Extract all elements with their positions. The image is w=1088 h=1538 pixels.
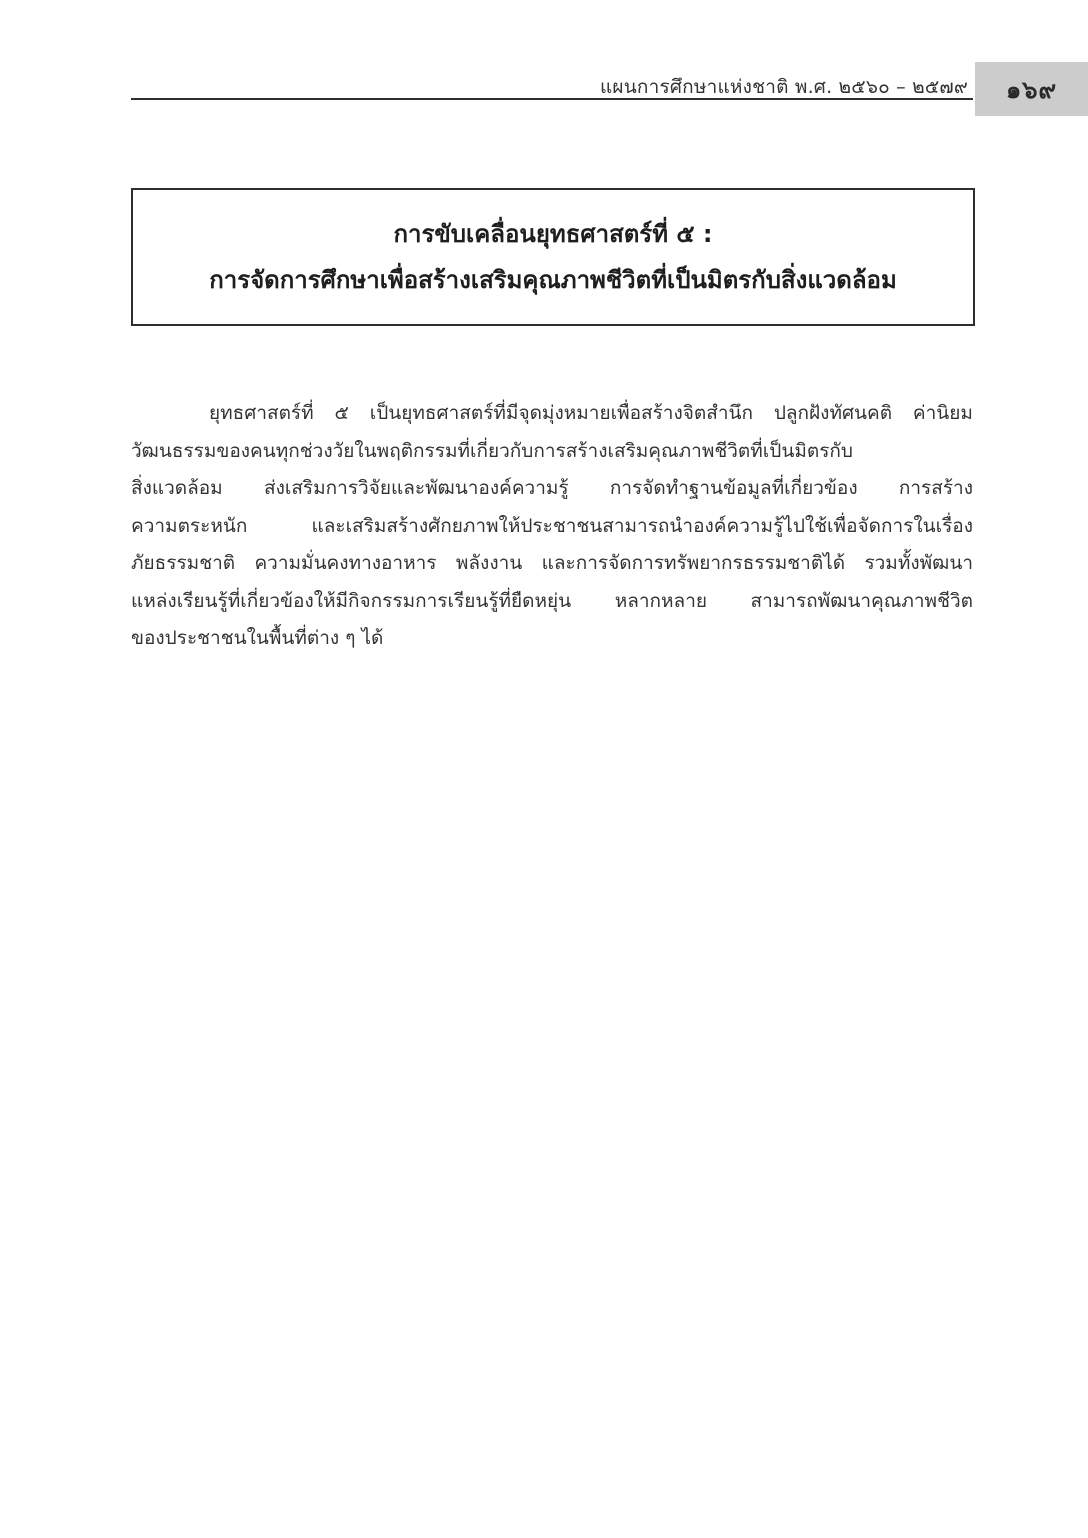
text-run: และการจัดการทรัพยากรธรรมชาติได้ <box>541 552 846 574</box>
section-title-line-1: การขับเคลื่อนยุทธศาสตร์ที่ ๕ : <box>393 220 713 248</box>
text-run: ภัยธรรมชาติ <box>131 552 236 574</box>
paragraph-line <box>131 470 973 508</box>
text-run: การจัดทำฐานข้อมูลที่เกี่ยวข้อง <box>609 477 858 499</box>
text-run: ของประชาชนในพื้นที่ต่าง ๆ ได้ <box>131 627 384 649</box>
text-run: ความตระหนัก <box>131 514 248 537</box>
text-run: สิ่งแวดล้อม <box>131 477 223 499</box>
paragraph-line <box>131 620 973 658</box>
paragraph-line <box>131 545 973 583</box>
text-run: รวมทั้งพัฒนา <box>864 552 973 574</box>
paragraph-line <box>131 395 973 433</box>
text-run: ยุทธศาสตร์ที่ <box>209 402 314 424</box>
paragraph-line <box>131 508 973 546</box>
text-run: พลังงาน <box>455 552 523 574</box>
running-header: แผนการศึกษาแห่งชาติ พ.ศ. ๒๕๖๐ – ๒๕๗๙ <box>599 76 968 98</box>
text-run: ส่งเสริมการวิจัยและพัฒนาองค์ความรู้ <box>263 477 569 499</box>
text-run: วัฒนธรรมของคนทุกช่วงวัยในพฤติกรรมที่เกี่ยวกับการสร้างเสริมคุณภาพชีวิตที่เป็นมิตรกับ <box>131 439 853 462</box>
text-run: ค่านิยม <box>912 402 973 424</box>
text-run: การสร้าง <box>898 477 973 499</box>
section-title-box <box>131 188 975 326</box>
header-rule <box>131 98 973 100</box>
text-run: แหล่งเรียนรู้ที่เกี่ยวข้องให้มีกิจกรรมการเรียนรู้ที่ยืดหยุ่น <box>131 589 572 612</box>
text-run: หลากหลาย <box>614 589 707 612</box>
text-run: สามารถพัฒนาคุณภาพชีวิต <box>750 589 973 612</box>
text-run: และเสริมสร้างศักยภาพให้ประชาชนสามารถนำองค์ความรู้ไปใช้เพื่อจัดการในเรื่อง <box>311 514 973 537</box>
section-title-line-2: การจัดการศึกษาเพื่อสร้างเสริมคุณภาพชีวิตที่เป็นมิตรกับสิ่งแวดล้อม <box>209 266 897 294</box>
paragraph-line <box>131 433 973 471</box>
text-run: เป็นยุทธศาสตร์ที่มีจุดมุ่งหมายเพื่อสร้างจิตสำนึก <box>369 402 753 424</box>
text-run: ความมั่นคงทางอาหาร <box>254 552 437 574</box>
page-number: ๑๖๙ <box>975 62 1088 116</box>
text-run: ๕ <box>334 402 349 424</box>
body-paragraph <box>131 395 973 658</box>
paragraph-line <box>131 583 973 621</box>
text-run: ปลูกฝังทัศนคติ <box>773 402 893 424</box>
